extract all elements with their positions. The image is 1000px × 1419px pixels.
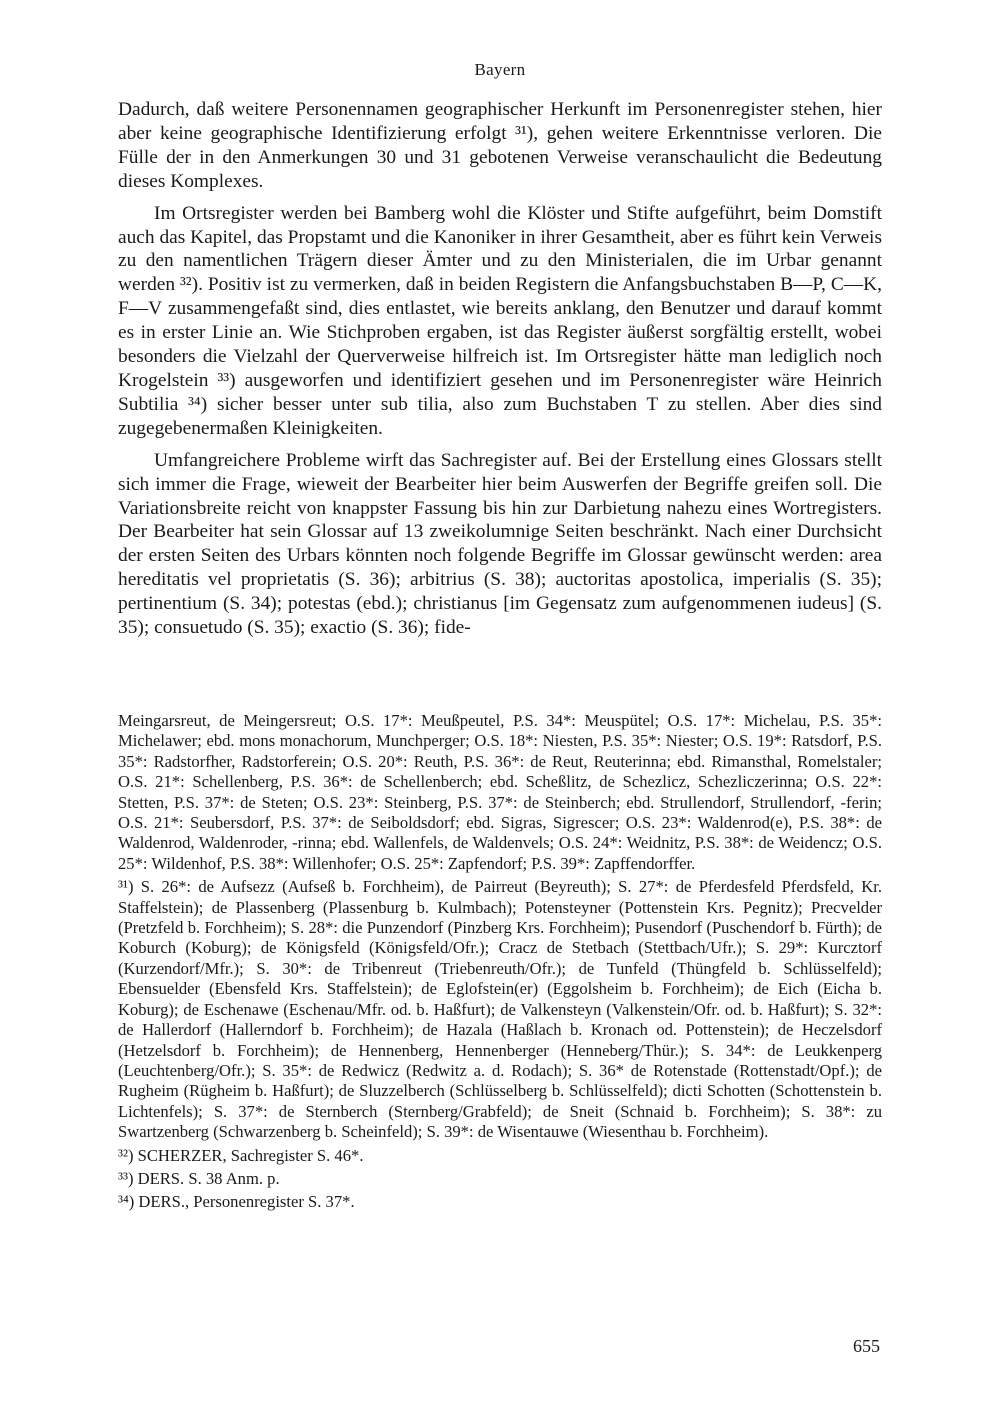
footnote-31: ³¹) S. 26*: de Aufsezz (Aufseß b. Forchheim), de Pairreut (Beyreuth); S. 27*: de Pferdesfeld Pferdsfeld, Kr. Staffelstein); de Plassenberg (Plassenburg b. Kulmbach); Potensteyner (Pottenstein Krs. Pegnitz); Precvelder (Pretzfeld b. Forchheim); S. 28*: die Punzendorf (Pinzberg Krs. Forchheim); Pusendorf (Puschendorf b. Fürth); de Koburch (Koburg); de Königsfeld (Königsfeld/Ofr.); Cracz de Stetbach (Stettbach/Ufr.); S. 29*: Kurcztorf (Kurzendorf/Mfr.); S. 30*: de Tribenreut (Triebenreuth/Ofr.); de Tunfeld (Thüngfeld b. Schlüsselfeld); Ebensuelder (Ebensfeld Krs. Staffelstein); de Eglofstein(er) (Eggolsheim b. Forchheim); de Eich (Eicha b. Koburg); de Eschenawe (Eschenau/Mfr. od. b. Haßfurt); de Valkensteyn (Valkenstein/Ofr. od. b. Haßfurt); S. 32*: de Hallerdorf (Hallerndorf b. Forchheim); de Hazala (Haßlach b. Kronach od. Pottenstein); de Heczelsdorf (Hetzelsdorf b. Forchheim); de Hennenberg, Hennenberger (Henneberg/Thür.); S. 34*: de Leukkenperg (Leuchtenberg/Ofr.); S. 35*: de Redwicz (Redwitz a. d. Rodach); S. 36* de Rotenstade (Rottenstadt/Opf.); de Rugheim (Rügheim b. Haßfurt); de Sluzzelberch (Schlüsselberg b. Schlüsselfeld); dicti Schotten (Schottenstein b. Lichtenfels); S. 37*: de Sternberch (Sternberg/Grabfeld); de Sneit (Schnaid b. Forchheim); S. 38*: zu Swartzenberg (Schwarzenberg b. Scheinfeld); S. 39*: de Wisentauwe (Wiesenthau b. Forchheim). [118, 877, 882, 1142]
footnote-32: ³²) SCHERZER, Sachregister S. 46*. [118, 1145, 364, 1165]
footnotes [118, 711, 882, 1213]
page-number: 655 [853, 1336, 880, 1356]
main-text [118, 98, 882, 640]
paragraph: Dadurch, daß weitere Personennamen geographischer Herkunft im Personenregister stehen, hier aber keine geographische Identifizierung erfolgt ³¹), gehen weitere Erkenntnisse verloren. Die Fülle der in den Anmerkungen 30 und 31 gebotenen Verweise veranschaulicht die Bedeutung dieses Komplexes. [118, 99, 882, 192]
footnote-continuation: Meingarsreut, de Meingersreut; O.S. 17*: Meußpeutel, P.S. 34*: Meuspütel; O.S. 17*: Michelau, P.S. 35*: Michelawer; ebd. mons monachorum, Munchperger; O.S. 18*: Niesten, P.S. 35*: Niester; O.S. 19*: Ratsdorf, P.S. 35*: Radstorfher, Radstorferein; O.S. 20*: Reuth, P.S. 36*: de Reut, Reuterinna; ebd. Rimansthal, Romelstaler; O.S. 21*: Schellenberg, P.S. 36*: de Schellenberch; ebd. Scheßlitz, de Schezlicz, Schezliczerinna; O.S. 22*: Stetten, P.S. 37*: de Steten; O.S. 23*: Steinberg, P.S. 37*: de Steinberch; ebd. Strullendorf, Strullendorf, -ferin; O.S. 21*: Seubersdorf, P.S. 37*: de Seiboldsdorf; ebd. Sigras, Sigrescer; O.S. 23*: Waldenrod(e), P.S. 38*: de Waldenrod, Waldenroder, -rinna; ebd. Wallenfels, de Waldenvels; O.S. 24*: Weidnitz, P.S. 38*: de Weidencz; O.S. 25*: Wildenhof, P.S. 38*: Willenhofer; O.S. 25*: Zapfendorf; P.S. 39*: Zapffendorffer. [118, 711, 882, 873]
footnote-33: ³³) DERS. S. 38 Anm. p. [118, 1168, 280, 1188]
paragraph: Umfangreichere Probleme wirft das Sachregister auf. Bei der Erstellung eines Glossars stellt sich immer die Frage, wieweit der Bearbeiter hier beim Auswerfen der Begriffe greifen soll. Die Variationsbreite reicht von knappster Fassung bis hin zur Darbietung nahezu eines Wortregisters. Der Bearbeiter hat sein Glossar auf 13 zweikolumnige Seiten beschränkt. Nach einer Durchsicht der ersten Seiten des Urbars könnten noch folgende Begriffe im Glossar gewünscht werden: area hereditatis vel proprietatis (S. 36); arbitrius (S. 38); auctoritas apostolica, imperialis (S. 35); pertinentium (S. 34); potestas (ebd.); christianus [im Gegensatz zum aufgenommenen iudeus] (S. 35); consuetudo (S. 35); exactio (S. 36); fide- [118, 449, 882, 639]
paragraph: Im Ortsregister werden bei Bamberg wohl die Klöster und Stifte aufgeführt, beim Domstift auch das Kapitel, das Propstamt und die Kanoniker in ihrer Gesamtheit, aber es führt kein Verweis zu den namentlichen Trägern dieser Ämter und zu den Ministerialen, die im Urbar genannt werden ³²). Positiv ist zu vermerken, daß in beiden Registern die Anfangsbuchstaben B—P, C—K, F—V zusammengefaßt sind, dies entlastet, wie bereits anklang, den Benutzer und darauf kommt es in erster Linie an. Wie Stichproben ergaben, ist das Register äußerst sorgfältig erstellt, wobei besonders die Vielzahl der Querverweise hilfreich ist. Im Ortsregister hätte man lediglich noch Krogelstein ³³) ausgeworfen und identifiziert gesehen und im Personenregister wäre Heinrich Subtilia ³⁴) sicher besser unter sub tilia, also zum Buchstaben T zu stellen. Aber dies sind zugegebenermaßen Kleinigkeiten. [118, 202, 882, 439]
footnote-34: ³⁴) DERS., Personenregister S. 37*. [118, 1192, 355, 1212]
running-header: Bayern [474, 60, 526, 79]
